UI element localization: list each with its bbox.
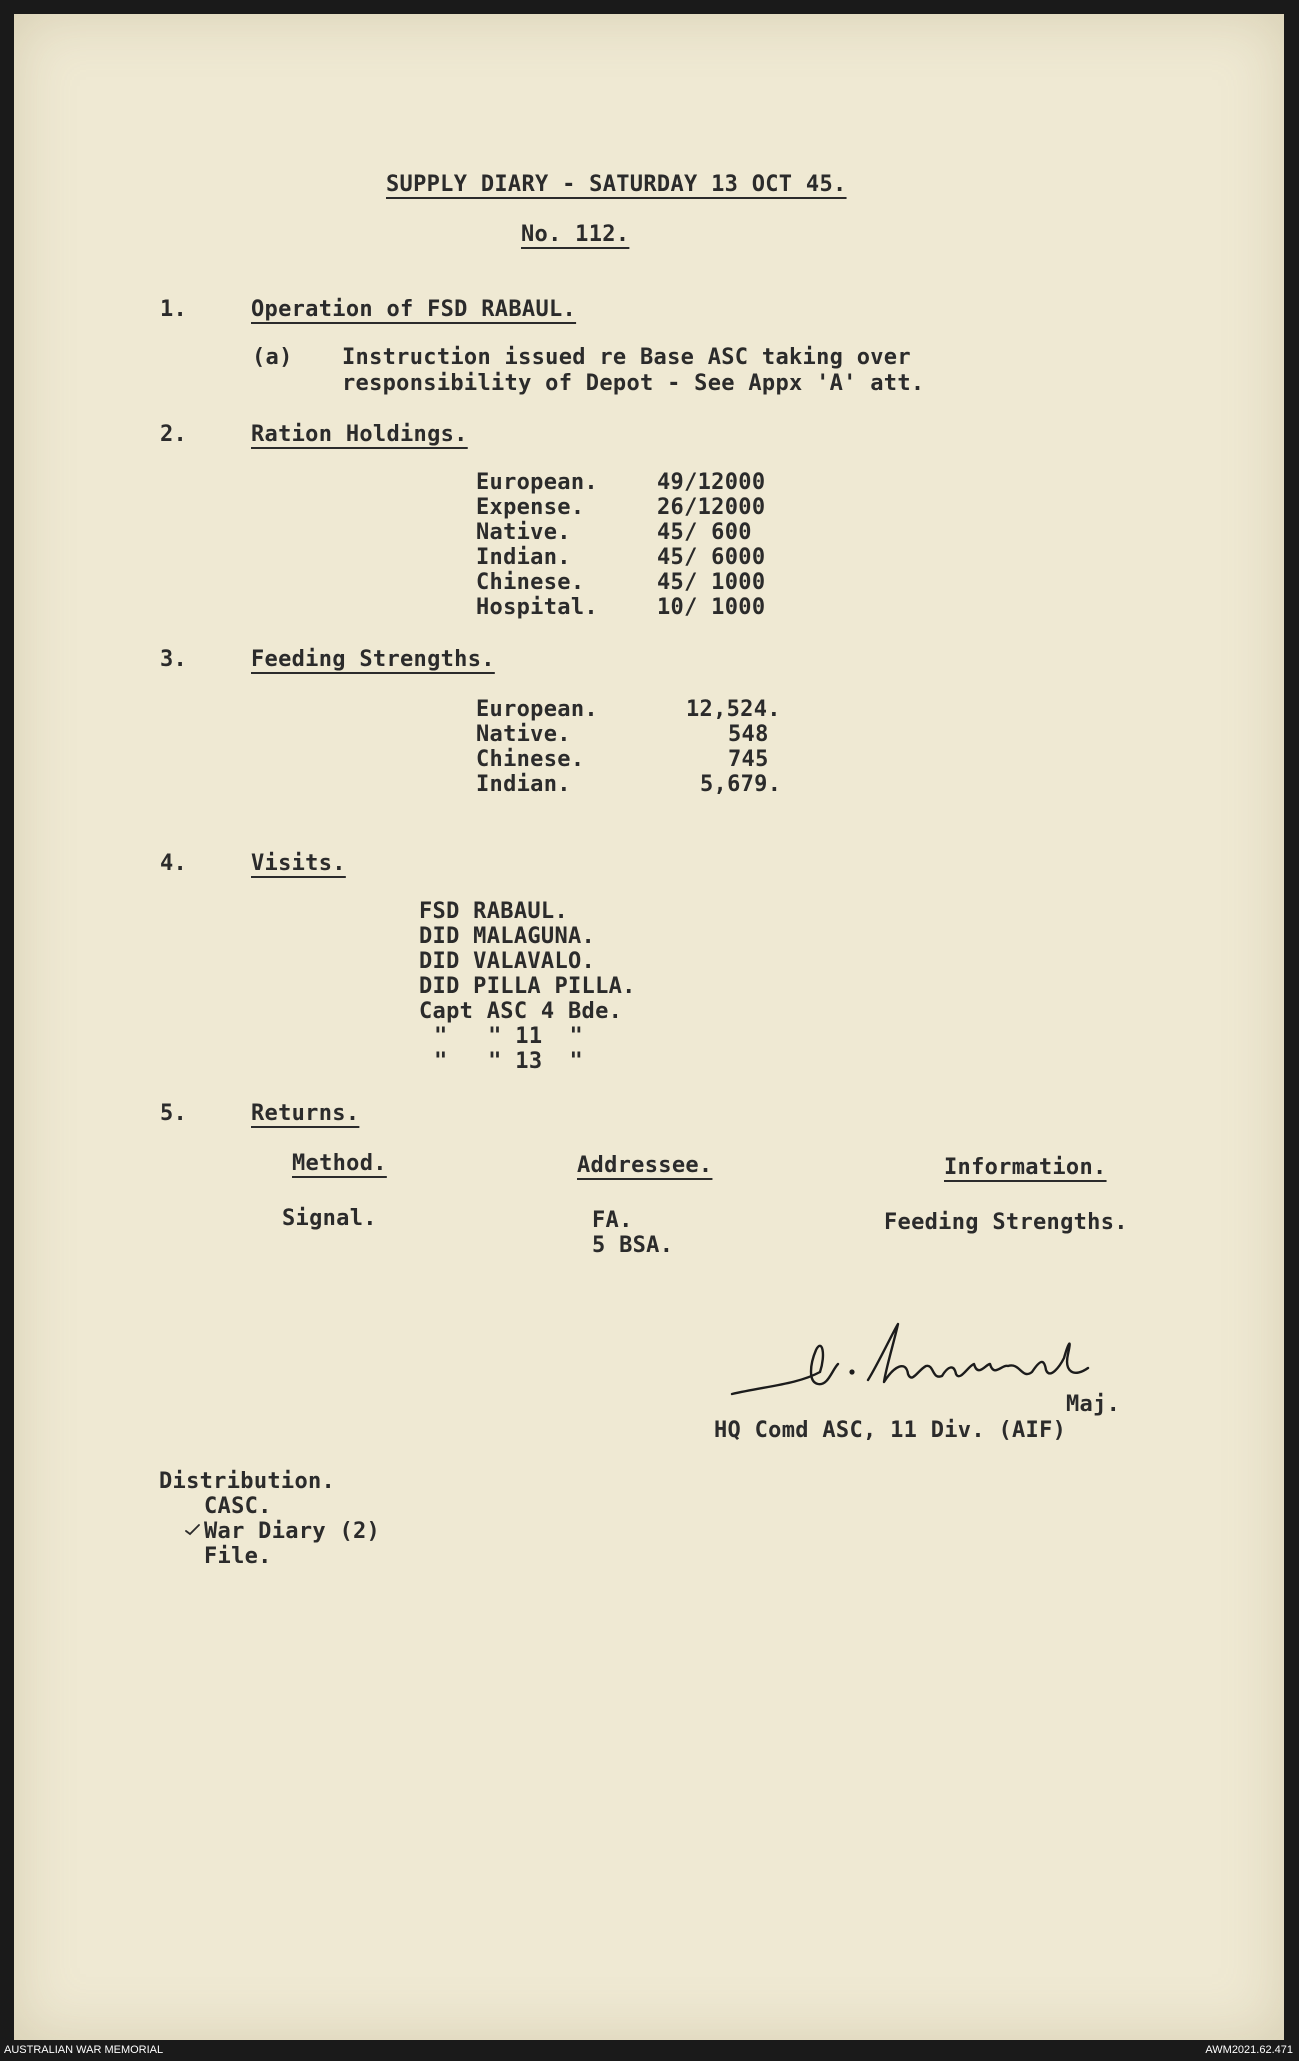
footer-accession-id: AWM2021.62.471	[1205, 2044, 1293, 2056]
feeding-row-value: 5,679.	[700, 772, 782, 797]
signatory-rank: Maj.	[1066, 1392, 1121, 1417]
ration-row-value: 26/12000	[657, 495, 766, 520]
returns-method-value: Signal.	[282, 1206, 377, 1231]
ration-row-value: 45/ 6000	[657, 545, 766, 570]
visit-line: " " 11 "	[434, 1024, 583, 1049]
returns-addressee-value-2: 5 BSA.	[592, 1233, 674, 1258]
distribution-item: File.	[204, 1544, 272, 1569]
ration-row-value: 45/ 600	[657, 520, 752, 545]
ration-row-value: 10/ 1000	[657, 595, 766, 620]
returns-addressee-header: Addressee.	[577, 1153, 713, 1178]
ration-row-label: Chinese.	[476, 570, 585, 595]
returns-information-header: Information.	[944, 1155, 1107, 1180]
feeding-row-value: 548	[728, 722, 769, 747]
ration-row-label: Indian.	[476, 545, 571, 570]
visit-line: FSD RABAUL.	[419, 899, 568, 924]
distribution-heading: Distribution.	[159, 1469, 336, 1494]
section-2-heading: Ration Holdings.	[251, 422, 468, 447]
feeding-row-value: 12,524.	[686, 697, 781, 722]
distribution-item: CASC.	[204, 1494, 272, 1519]
signatory-unit: HQ Comd ASC, 11 Div. (AIF)	[714, 1418, 1067, 1443]
handwritten-signature	[728, 1320, 1108, 1416]
section-3-heading: Feeding Strengths.	[251, 647, 495, 672]
ration-row-value: 45/ 1000	[657, 570, 766, 595]
section-1-number: 1.	[160, 297, 188, 322]
ration-row-label: Native.	[476, 520, 571, 545]
visit-line: " " 13 "	[434, 1049, 583, 1074]
diary-number: No. 112.	[521, 222, 630, 247]
archive-footer	[0, 2040, 1299, 2061]
ration-row-label: Hospital.	[476, 595, 598, 620]
section-1-heading: Operation of FSD RABAUL.	[251, 297, 577, 322]
feeding-row-label: Indian.	[476, 772, 571, 797]
document-page	[14, 14, 1284, 2040]
section-1-item-line-1: Instruction issued re Base ASC taking over	[342, 345, 911, 370]
ration-row-value: 49/12000	[657, 470, 766, 495]
feeding-row-value: 745	[728, 747, 769, 772]
section-4-heading: Visits.	[251, 851, 346, 876]
visit-line: DID VALAVALO.	[419, 949, 596, 974]
ration-row-label: Expense.	[476, 495, 585, 520]
visit-line: Capt ASC 4 Bde.	[419, 999, 623, 1024]
section-5-heading: Returns.	[251, 1101, 360, 1126]
ration-row-label: European.	[476, 470, 598, 495]
section-3-number: 3.	[160, 647, 188, 672]
distribution-item: War Diary (2)	[204, 1519, 381, 1544]
returns-method-header: Method.	[292, 1151, 387, 1176]
section-2-number: 2.	[160, 422, 188, 447]
document-title: SUPPLY DIARY - SATURDAY 13 OCT 45.	[386, 172, 847, 197]
footer-institution: AUSTRALIAN WAR MEMORIAL	[4, 2044, 164, 2056]
feeding-row-label: Chinese.	[476, 747, 585, 772]
visit-line: DID MALAGUNA.	[419, 924, 596, 949]
visit-line: DID PILLA PILLA.	[419, 974, 636, 999]
section-5-number: 5.	[160, 1101, 188, 1126]
feeding-row-label: Native.	[476, 722, 571, 747]
section-4-number: 4.	[160, 851, 188, 876]
returns-information-value: Feeding Strengths.	[884, 1210, 1128, 1235]
feeding-row-label: European.	[476, 697, 598, 722]
returns-addressee-value-1: FA.	[592, 1208, 633, 1233]
section-1-item-line-2: responsibility of Depot - See Appx 'A' att.	[342, 371, 925, 396]
checkmark-icon	[184, 1522, 202, 1536]
section-1-item-label: (a)	[252, 345, 293, 370]
